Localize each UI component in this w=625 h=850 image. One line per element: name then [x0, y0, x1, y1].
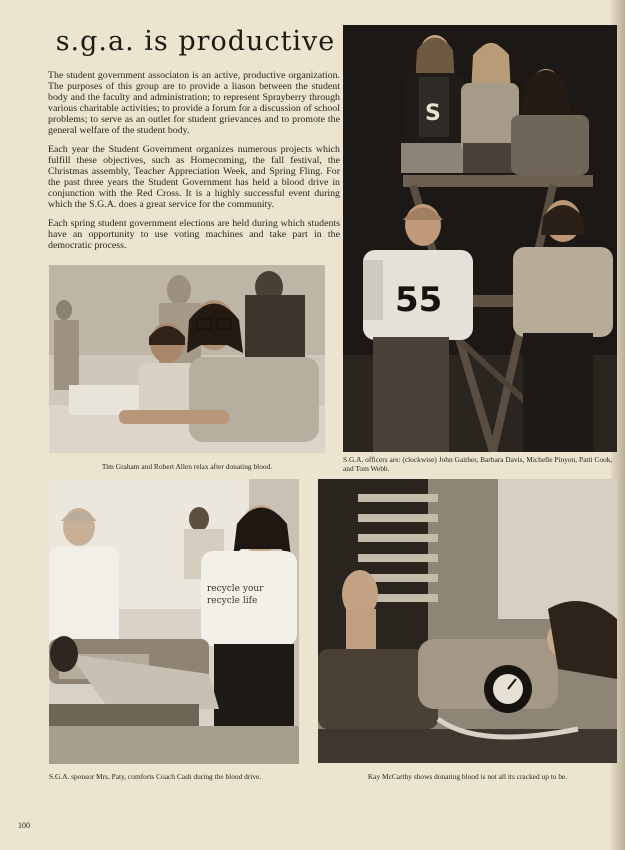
svg-text:recycle life: recycle life	[207, 596, 258, 606]
sponsor-photo-art	[49, 479, 299, 764]
article-title: s.g.a. is productive	[55, 26, 336, 57]
kay-photo-art	[318, 479, 617, 763]
jersey-number: 55	[395, 280, 443, 320]
sponsor-photo	[49, 479, 299, 764]
article-body	[48, 70, 340, 259]
officers-caption: S.G.A. officers are: (clockwise) John Gaither, Barbara Davis, Michelle Pinyon, Patti Cook, and Tom Webb.	[343, 455, 613, 473]
officers-photo-art	[343, 25, 617, 452]
article-paragraph: Each year the Student Government organizes numerous projects which fulfill these objectives, such as Homecoming, the fall festival, the Christmas assembly, Teacher Appreciation Week, and Spring Fling. For the past three years the Student Government has held a blood drive in conjunction with the Red Cross. It is a highly successful event during which the S.G.A. does a great service for the community.	[48, 144, 340, 210]
svg-text:recycle your: recycle your	[207, 584, 264, 594]
donors-photo	[49, 265, 325, 453]
donors-caption: Tim Graham and Robert Allen relax after donating blood.	[101, 462, 273, 471]
kay-photo	[318, 479, 617, 763]
kay-caption: Kay McCarthy shows donating blood is not all its cracked up to be.	[367, 772, 568, 781]
donors-photo-art	[49, 265, 325, 453]
article-paragraph: The student government associaton is an active, productive organization. The purposes of this group are to provide a liason between the student body and the faculty and administration; to represent Sprayberry through various charitable activities; to provide a forum for a discussion of school problems; to serve as an outlet for student grievances and to promote the general welfare of the student body.	[48, 70, 340, 136]
officers-photo	[343, 25, 617, 452]
article-paragraph: Each spring student government elections are held during which students have an opportunity to use voting machines and take part in the democratic process.	[48, 218, 340, 251]
sponsor-caption: S.G.A. sponsor Mrs. Paty, comforts Coach Cash during the blood drive.	[49, 772, 262, 781]
page-number: 100	[18, 821, 30, 830]
cheerleader-letter: S	[425, 101, 441, 126]
